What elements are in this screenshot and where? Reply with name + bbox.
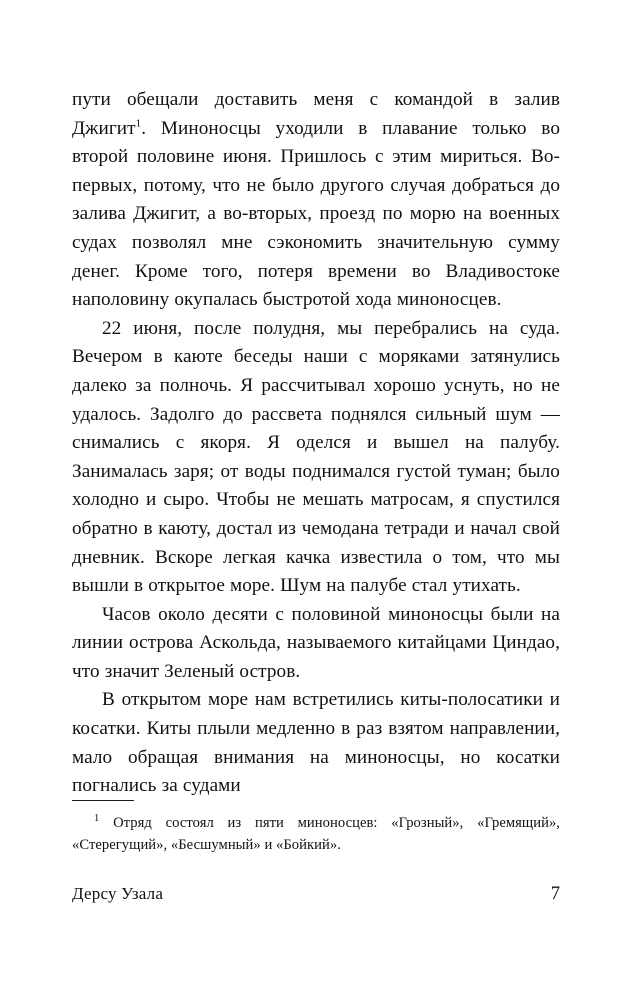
- paragraph-1-text-before-footnote: пути обещали доставить меня с командой в залив Джигит: [72, 89, 560, 139]
- footnote-1-text: Отряд состоял из пяти миноносцев: «Грозный», «Гремящий», «Стерегущий», «Бесшумный» и «Бойкий».: [72, 815, 560, 853]
- paragraph-1: [72, 86, 560, 315]
- page-footer: [72, 884, 560, 905]
- footnote-1: [72, 813, 560, 856]
- paragraph-2: 22 июня, после полудня, мы перебрались на суда. Вечером в каюте беседы наши с моряками затянулись далеко за полночь. Я рассчитывал хорошо уснуть, но не удалось. Задолго до рассвета поднялся сильный шум — снимались с якоря. Я оделся и вышел на палубу. Занималась заря; от воды поднимался густой туман; было холодно и сыро. Чтобы не мешать матросам, я спустился обратно в каюту, достал из чемодана тетради и начал свой дневник. Вскоре легкая качка известила о том, что мы вышли в открытое море. Шум на палубе стал утихать.: [72, 317, 560, 597]
- running-title: Дерсу Узала: [72, 884, 164, 903]
- paragraph-4: В открытом море нам встретились киты-полосатики и косатки. Киты плыли медленно в раз взятом направлении, мало обращая внимания на миноносцы, но косатки погнались за судами: [72, 689, 560, 797]
- page-number: 7: [550, 884, 560, 904]
- footnote-reference-1[interactable]: 1: [135, 117, 142, 130]
- footnote-1-marker: 1: [94, 813, 100, 825]
- footnote-separator-rule: [72, 800, 134, 801]
- paragraph-1-text-after-footnote: . Миноносцы уходили в плавание только во второй половине июня. Пришлось с этим мириться. Во-первых, потому, что не было другого случая добраться до залива Джигит, а во-вторых, проезд по морю на военных судах позволял мне сэкономить значительную сумму денег. Кроме того, потеря времени во Владивостоке наполовину окупалась быстротой хода миноносцев.: [72, 117, 560, 311]
- page-text-block: [72, 86, 560, 801]
- paragraph-3: Часов около десяти с половиной миноносцы были на линии острова Аскольда, называемого китайцами Циндао, что значит Зеленый остров.: [72, 603, 560, 682]
- footnote-area: [72, 800, 560, 856]
